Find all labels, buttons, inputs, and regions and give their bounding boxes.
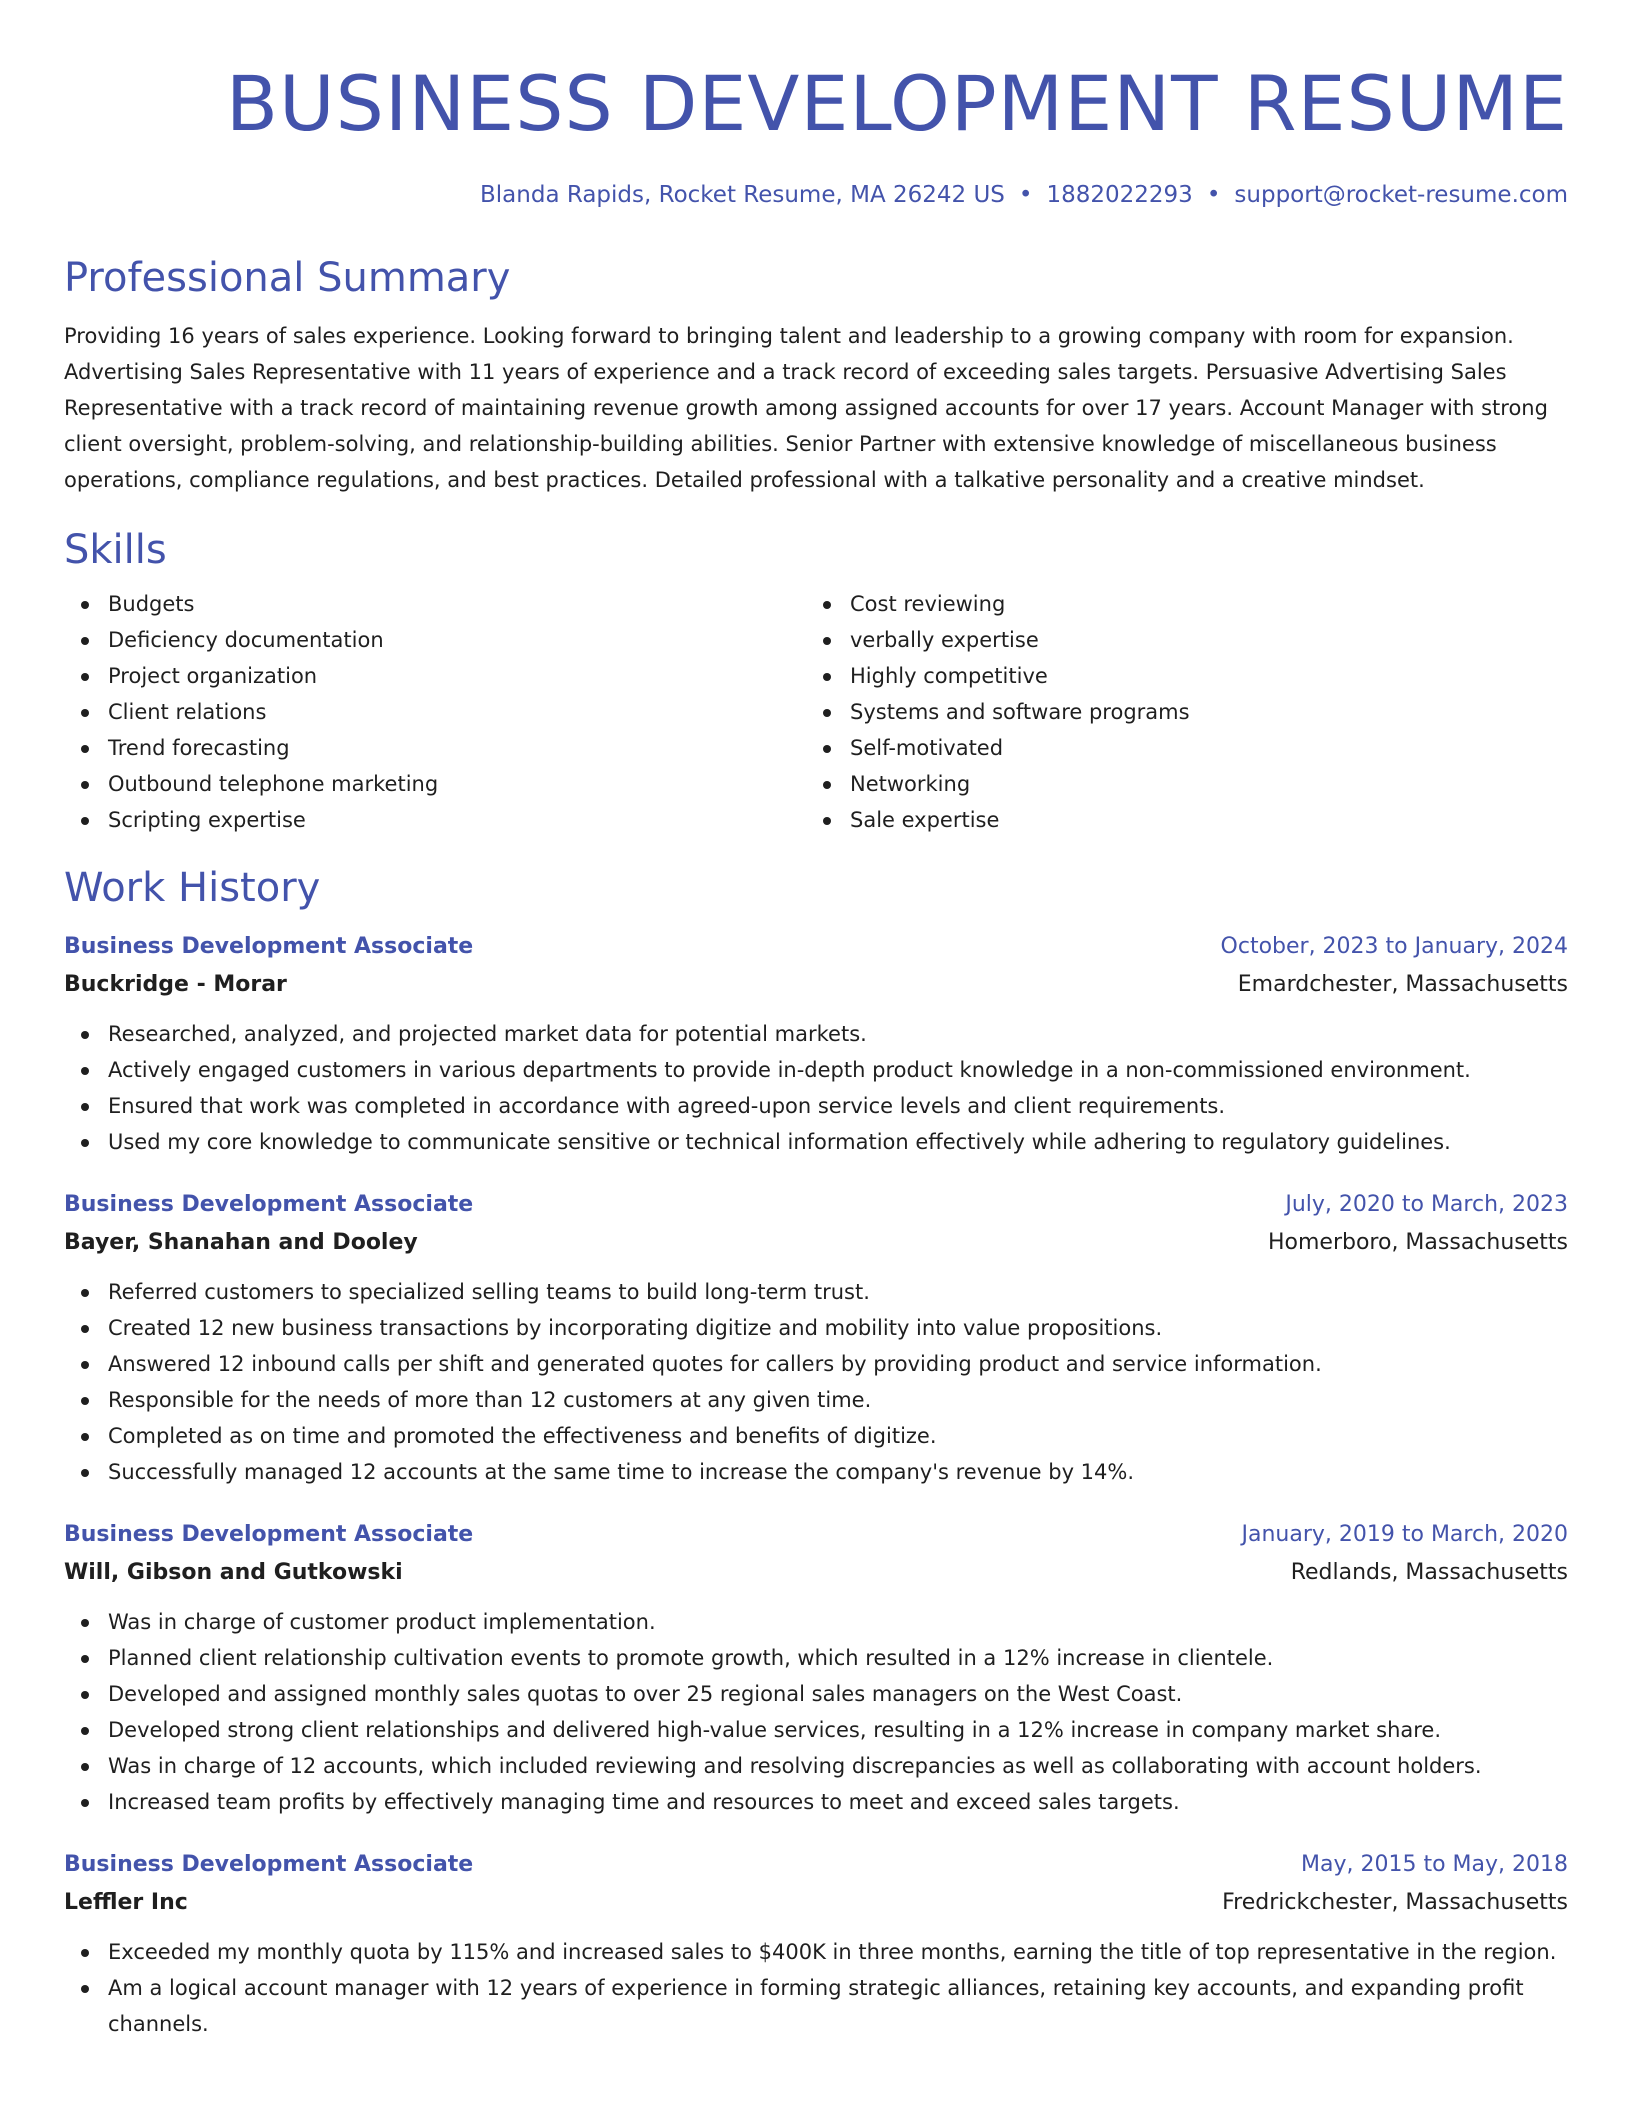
work-history-heading: Work History — [64, 865, 321, 911]
job-company: Bayer, Shanahan and Dooley — [64, 1230, 418, 1255]
resume-page — [64, 0, 1568, 2042]
job-title: Business Development Associate — [64, 1852, 474, 1877]
summary-heading: Professional Summary — [64, 255, 511, 301]
job-title: Business Development Associate — [64, 1522, 474, 1547]
job-bullet: Increased team profits by effectively managing time and resources to meet and exceed sales targets. — [64, 1784, 1568, 1820]
skill-item: Cost reviewing — [806, 586, 1548, 622]
skill-item: Self-motivated — [806, 730, 1548, 766]
summary-text: Providing 16 years of sales experience. Looking forward to bringing talent and leadership to a growing company with room for expansion. Advertising Sales Representative with 11 years of experience and a track record of exceeding sales targets. Persuasive Advertising Sales Representative with a track record of maintaining revenue growth among assigned accounts for over 17 years. Account Manager with strong client oversight, problem-solving, and relationship-building abilities. Senior Partner with extensive knowledge of miscellaneous business operations, compliance regulations, and best practices. Detailed professional with a talkative personality and a creative mindset. — [64, 324, 1548, 492]
skill-item: Sale expertise — [806, 802, 1548, 838]
job-bullet: Referred customers to specialized selling teams to build long-term trust. — [64, 1274, 1568, 1310]
job-bullet: Researched, analyzed, and projected market data for potential markets. — [64, 1016, 1568, 1052]
job-bullet: Planned client relationship cultivation events to promote growth, which resulted in a 12% increase in clientele. — [64, 1640, 1568, 1676]
resume-title: BUSINESS DEVELOPMENT RESUME — [225, 59, 1568, 148]
skills-column-left — [64, 586, 806, 838]
job-bullet: Was in charge of customer product implementation. — [64, 1604, 1568, 1640]
job-company: Leffler Inc — [64, 1890, 188, 1915]
skill-item: Deficiency documentation — [64, 622, 806, 658]
skill-item: Highly competitive — [806, 658, 1548, 694]
skill-item: Client relations — [64, 694, 806, 730]
job-bullets — [64, 1604, 1568, 1820]
job-bullet: Created 12 new business transactions by incorporating digitize and mobility into value propositions. — [64, 1310, 1568, 1346]
work-history-list — [64, 928, 1568, 2042]
job-entry — [64, 1846, 1568, 2042]
contact-phone: 1882022293 — [1046, 182, 1193, 208]
job-bullet: Answered 12 inbound calls per shift and generated quotes for callers by providing product and service information. — [64, 1346, 1568, 1382]
job-entry — [64, 928, 1568, 1160]
skill-item: Outbound telephone marketing — [64, 766, 806, 802]
skill-item: Systems and software programs — [806, 694, 1548, 730]
skill-item: Project organization — [64, 658, 806, 694]
job-bullet: Completed as on time and promoted the effectiveness and benefits of digitize. — [64, 1418, 1568, 1454]
job-entry — [64, 1516, 1568, 1820]
skills-list — [64, 586, 1568, 838]
job-entry — [64, 1186, 1568, 1490]
job-bullets — [64, 1934, 1568, 2042]
job-location: Emardchester, Massachusetts — [1237, 972, 1568, 997]
job-bullet: Ensured that work was completed in accordance with agreed-upon service levels and client requirements. — [64, 1088, 1568, 1124]
contact-line — [64, 180, 1568, 210]
job-bullet: Successfully managed 12 accounts at the same time to increase the company's revenue by 14%. — [64, 1454, 1568, 1490]
contact-separator: • — [1206, 182, 1221, 208]
job-bullets — [64, 1274, 1568, 1490]
contact-email: support@rocket-resume.com — [1234, 182, 1568, 208]
skills-heading: Skills — [64, 527, 167, 573]
job-dates: July, 2020 to March, 2023 — [1285, 1192, 1568, 1217]
skill-item: verbally expertise — [806, 622, 1548, 658]
job-title: Business Development Associate — [64, 1192, 474, 1217]
job-dates: May, 2015 to May, 2018 — [1301, 1852, 1568, 1877]
job-company: Buckridge - Morar — [64, 972, 287, 997]
skill-item: Trend forecasting — [64, 730, 806, 766]
job-bullet: Developed strong client relationships and delivered high-value services, resulting in a 12% increase in company market share. — [64, 1712, 1568, 1748]
job-bullet: Developed and assigned monthly sales quotas to over 25 regional sales managers on the West Coast. — [64, 1676, 1568, 1712]
job-title: Business Development Associate — [64, 934, 474, 959]
job-bullet: Am a logical account manager with 12 years of experience in forming strategic alliances, retaining key accounts, and expanding profit channels. — [64, 1970, 1568, 2042]
job-bullet: Actively engaged customers in various departments to provide in-depth product knowledge in a non-commissioned environment. — [64, 1052, 1568, 1088]
job-bullet: Was in charge of 12 accounts, which included reviewing and resolving discrepancies as well as collaborating with account holders. — [64, 1748, 1568, 1784]
job-bullet: Used my core knowledge to communicate sensitive or technical information effectively while adhering to regulatory guidelines. — [64, 1124, 1568, 1160]
skills-column-right — [806, 586, 1548, 838]
job-bullet: Responsible for the needs of more than 12 customers at any given time. — [64, 1382, 1568, 1418]
skill-item: Budgets — [64, 586, 806, 622]
job-location: Fredrickchester, Massachusetts — [1222, 1890, 1568, 1915]
job-company: Will, Gibson and Gutkowski — [64, 1560, 403, 1585]
skill-item: Networking — [806, 766, 1548, 802]
contact-address: Blanda Rapids, Rocket Resume, MA 26242 US — [480, 182, 1005, 208]
job-location: Homerboro, Massachusetts — [1267, 1230, 1568, 1255]
job-bullet: Exceeded my monthly quota by 115% and increased sales to $400K in three months, earning the title of top representative in the region. — [64, 1934, 1568, 1970]
job-dates: January, 2019 to March, 2020 — [1241, 1522, 1568, 1547]
job-bullets — [64, 1016, 1568, 1160]
contact-separator: • — [1018, 182, 1033, 208]
skill-item: Scripting expertise — [64, 802, 806, 838]
job-dates: October, 2023 to January, 2024 — [1220, 934, 1568, 959]
job-location: Redlands, Massachusetts — [1290, 1560, 1568, 1585]
